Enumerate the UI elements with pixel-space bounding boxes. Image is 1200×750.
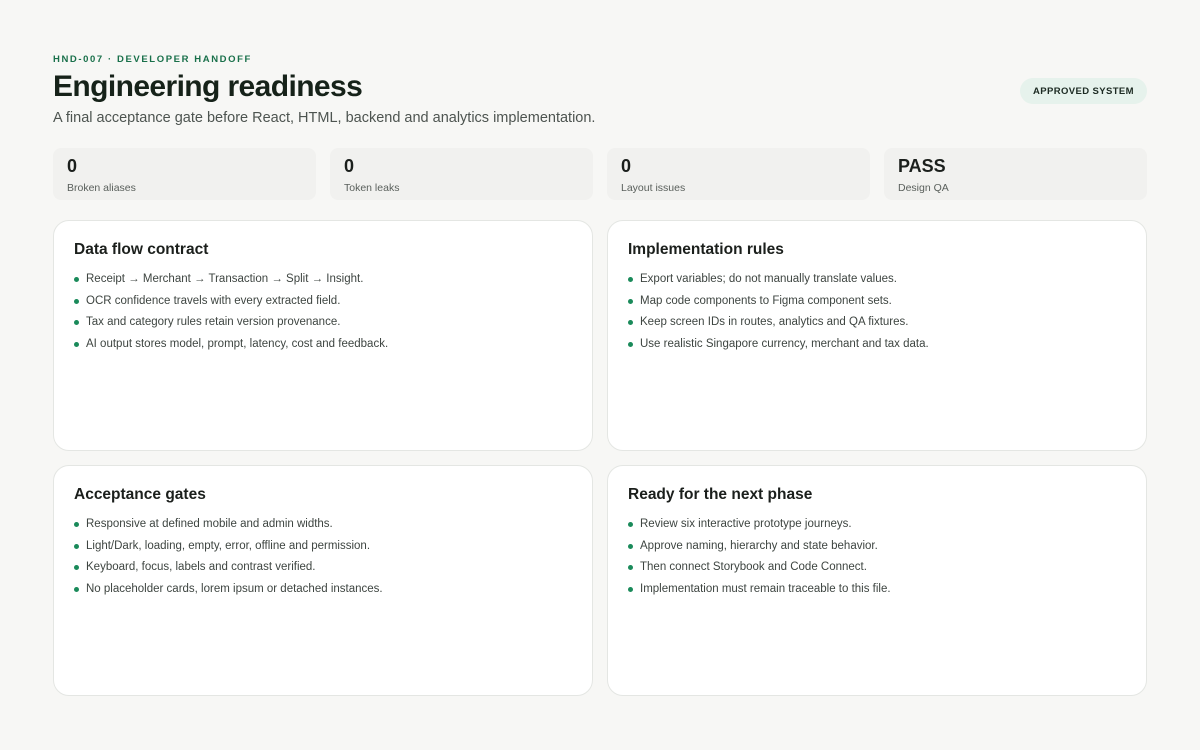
stat-design-qa [884, 148, 1147, 200]
list-item: Use realistic Singapore currency, merchant and tax data. [628, 334, 1126, 356]
card-next-phase [607, 465, 1147, 696]
page-title: Engineering readiness [53, 70, 363, 103]
card-title: Data flow contract [74, 241, 209, 258]
checklist [74, 269, 572, 356]
list-item: AI output stores model, prompt, latency, cost and feedback. [74, 334, 572, 356]
document-id-eyebrow: HND-007 · DEVELOPER HANDOFF [53, 54, 252, 65]
checklist [628, 269, 1126, 356]
card-title: Ready for the next phase [628, 486, 813, 503]
stat-layout-issues [607, 148, 870, 200]
list-item: Light/Dark, loading, empty, error, offline and permission. [74, 536, 572, 558]
stat-token-leaks [330, 148, 593, 200]
status-badge: APPROVED SYSTEM [1020, 78, 1147, 104]
stat-value: 0 [621, 156, 632, 176]
list-item: OCR confidence travels with every extracted field. [74, 291, 572, 313]
list-item: Then connect Storybook and Code Connect. [628, 557, 1126, 579]
list-item: Tax and category rules retain version provenance. [74, 312, 572, 334]
checklist [628, 514, 1126, 601]
stat-label: Token leaks [344, 182, 400, 194]
stat-label: Layout issues [621, 182, 686, 194]
list-item: Responsive at defined mobile and admin widths. [74, 514, 572, 536]
stats-row [53, 148, 1147, 200]
card-title: Acceptance gates [74, 486, 206, 503]
list-item: Keep screen IDs in routes, analytics and QA fixtures. [628, 312, 1126, 334]
list-item: No placeholder cards, lorem ipsum or detached instances. [74, 579, 572, 601]
stat-value: PASS [898, 156, 946, 176]
list-item: Export variables; do not manually translate values. [628, 269, 1126, 291]
card-acceptance-gates [53, 465, 593, 696]
list-item: Implementation must remain traceable to this file. [628, 579, 1126, 601]
card-implementation-rules [607, 220, 1147, 451]
stat-broken-aliases [53, 148, 316, 200]
card-data-flow-contract [53, 220, 593, 451]
stat-value: 0 [344, 156, 355, 176]
cards-grid [53, 220, 1147, 696]
list-item: Approve naming, hierarchy and state behavior. [628, 536, 1126, 558]
page-subtitle: A final acceptance gate before React, HTML, backend and analytics implementation. [53, 110, 596, 126]
stat-label: Design QA [898, 182, 949, 194]
list-item: Map code components to Figma component sets. [628, 291, 1126, 313]
list-item: Receipt → Merchant → Transaction → Split → Insight. [74, 269, 572, 291]
list-item: Review six interactive prototype journeys. [628, 514, 1126, 536]
card-title: Implementation rules [628, 241, 784, 258]
list-item: Keyboard, focus, labels and contrast verified. [74, 557, 572, 579]
stat-value: 0 [67, 156, 78, 176]
stat-label: Broken aliases [67, 182, 136, 194]
checklist [74, 514, 572, 601]
